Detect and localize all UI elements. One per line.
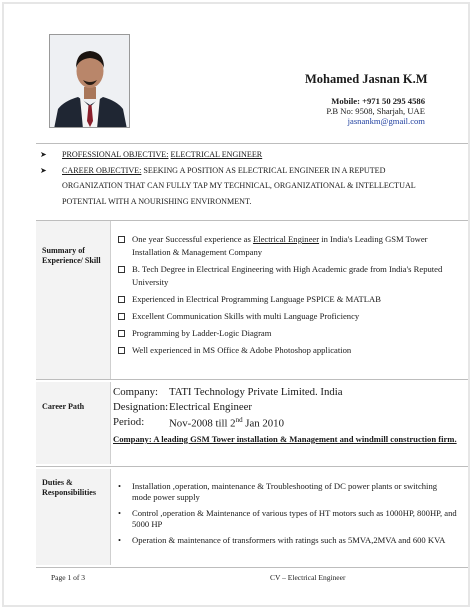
summary-label-line: Experience/ Skill [42, 256, 101, 265]
period-value: Nov-2008 till 2nd Jan 2010 [169, 416, 284, 430]
square-bullet-icon [118, 313, 125, 320]
summary-list [118, 233, 464, 361]
company-row [113, 386, 463, 401]
summary-section-label [42, 246, 101, 266]
list-item: Well experienced in MS Office & Adobe Photoshop application [118, 344, 464, 357]
divider [36, 143, 468, 144]
professional-objective-label: PROFESSIONAL OBJECTIVE: [62, 150, 169, 159]
summary-label-line: Summary of [42, 246, 85, 255]
list-item: Experienced in Electrical Programming Language PSPICE & MATLAB [118, 293, 464, 306]
company-description: Company: A leading GSM Tower installation & Management and windmill construction firm. [113, 434, 457, 444]
page-number: Page 1 of 3 [51, 573, 85, 582]
career-objective-text: POTENTIAL WITH A NOURISHING ENVIRONMENT. [62, 196, 252, 206]
career-objective-text: ORGANIZATION THAT CAN FULLY TAP MY TECHNICAL, ORGANIZATIONAL & INTELLECTUAL [62, 181, 416, 190]
career-objective-label: CAREER OBJECTIVE: [62, 165, 142, 175]
po-box-address: P.B No: 9508, Sharjah, UAE [326, 106, 425, 116]
period-label: Period: [113, 416, 145, 428]
period-row [113, 416, 463, 431]
duties-list [118, 481, 458, 551]
square-bullet-icon [118, 296, 125, 303]
bullet-icon: • [118, 535, 122, 545]
electrical-engineer-link: Electrical Engineer [252, 234, 320, 244]
square-bullet-icon [118, 347, 125, 354]
designation-label: Designation: [113, 401, 169, 413]
career-label-cell [36, 382, 110, 464]
profile-photo-image [50, 35, 130, 128]
company-value: TATI Technology Private Limited. India [169, 386, 343, 398]
mobile-number: Mobile: +971 50 295 4586 [331, 96, 425, 106]
list-item: • Operation & maintenance of transformers with ratings such as 5MVA,2MVA and 600 KVA [118, 535, 446, 545]
career-details [113, 386, 463, 444]
arrow-bullet-icon: ➤ [40, 165, 47, 175]
footer-title: CV – Electrical Engineer [270, 573, 346, 582]
divider [36, 379, 468, 380]
duties-label-line: Responsibilities [42, 488, 96, 497]
bullet-icon: • [118, 508, 122, 518]
candidate-name: Mohamed Jasnan K.M [305, 72, 428, 86]
email-link[interactable]: jasnankm@gmail.com [347, 116, 425, 126]
career-path-label: Career Path [42, 402, 85, 411]
summary-label-cell [36, 221, 110, 379]
list-item: One year Successful experience as Electrical Engineer in India's Leading GSM Tower Installation & Management Company [118, 233, 464, 259]
list-item: Excellent Communication Skills with multi Language Proficiency [118, 310, 464, 323]
career-objective-text: SEEKING A POSITION AS ELECTRICAL ENGINEER IN A REPUTED [143, 165, 386, 175]
profile-photo [49, 34, 130, 128]
square-bullet-icon [118, 236, 125, 243]
square-bullet-icon [118, 330, 125, 337]
designation-value: Electrical Engineer [169, 401, 253, 413]
duties-section-label [42, 478, 96, 498]
designation-row [113, 401, 463, 416]
career-objective [40, 164, 468, 178]
column-divider [110, 382, 111, 464]
company-label: Company: [113, 386, 158, 398]
objectives-section [40, 148, 468, 208]
column-divider [110, 469, 111, 565]
list-item: Programming by Ladder-Logic Diagram [118, 327, 464, 340]
bullet-icon: • [118, 481, 122, 491]
divider [36, 466, 468, 467]
column-divider [110, 221, 111, 379]
arrow-bullet-icon: ➤ [40, 150, 47, 159]
duties-label-line: Duties & [42, 478, 73, 487]
list-item: • Control ,operation & Maintenance of various types of HT motors such as 1000HP, 800HP, and 5000 HP [118, 508, 457, 529]
professional-objective-value: ELECTRICAL ENGINEER [170, 150, 263, 159]
list-item: • Installation ,operation, maintenance & Troubleshooting of DC power plants or switching mode power supply [118, 481, 438, 502]
square-bullet-icon [118, 266, 125, 273]
professional-objective [40, 148, 468, 162]
footer-divider [36, 567, 468, 568]
list-item: B. Tech Degree in Electrical Engineering with High Academic grade from India's Reputed University [118, 263, 464, 289]
